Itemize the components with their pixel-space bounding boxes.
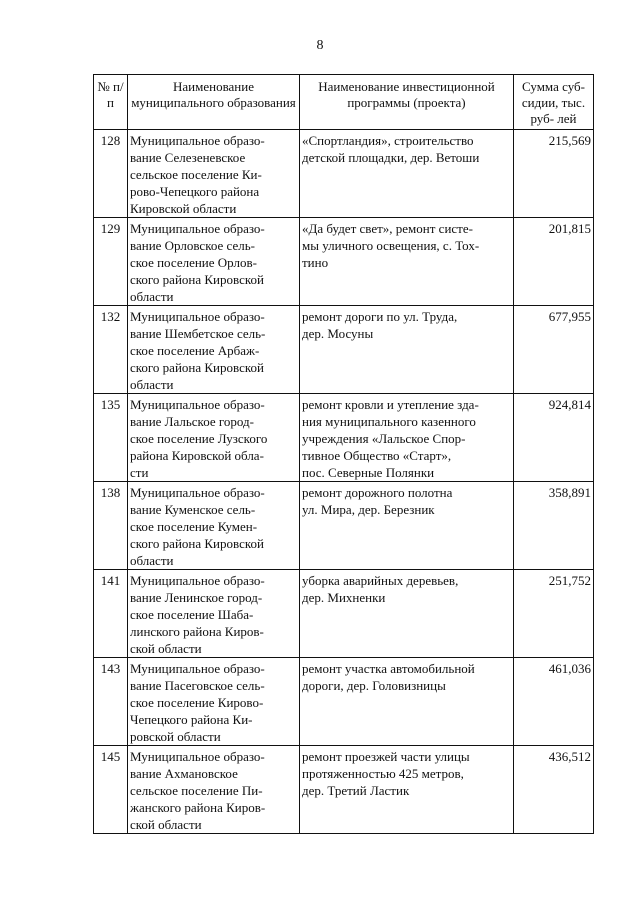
- row-num: 141: [94, 570, 128, 658]
- page-number: 8: [316, 38, 324, 53]
- row-num: 145: [94, 746, 128, 834]
- row-municipality: Муниципальное образо- вание Пасеговское сель- ское поселение Кирово- Чепецкого района Ки- ровской области: [128, 658, 300, 746]
- row-municipality: Муниципальное образо- вание Селезеневское сельское поселение Ки- рово-Чепецкого района Кировской области: [128, 130, 300, 218]
- row-sum: 251,752: [514, 570, 594, 658]
- header-num: № п/п: [94, 75, 128, 130]
- header-municipality: Наименование муниципального образования: [128, 75, 300, 130]
- row-sum: 461,036: [514, 658, 594, 746]
- table-row: [94, 218, 594, 306]
- row-municipality: Муниципальное образо- вание Орловское сель- ское поселение Орлов- ского района Кировской области: [128, 218, 300, 306]
- row-sum: 924,814: [514, 394, 594, 482]
- row-num: 132: [94, 306, 128, 394]
- table-row: [94, 746, 594, 834]
- row-municipality: Муниципальное образо- вание Шембетское сель- ское поселение Арбаж- ского района Кировской области: [128, 306, 300, 394]
- table-row: [94, 394, 594, 482]
- table-row: [94, 306, 594, 394]
- subsidy-table: [93, 74, 594, 834]
- row-sum: 358,891: [514, 482, 594, 570]
- row-program: уборка аварийных деревьев, дер. Михненки: [300, 570, 514, 658]
- row-municipality: Муниципальное образо- вание Лальское город- ское поселение Лузского района Кировской обла- сти: [128, 394, 300, 482]
- table-row: [94, 658, 594, 746]
- table-row: [94, 482, 594, 570]
- row-num: 129: [94, 218, 128, 306]
- row-municipality: Муниципальное образо- вание Куменское сель- ское поселение Кумен- ского района Кировской области: [128, 482, 300, 570]
- table-row: [94, 570, 594, 658]
- row-num: 128: [94, 130, 128, 218]
- table-row: [94, 130, 594, 218]
- row-municipality: Муниципальное образо- вание Ленинское город- ское поселение Шаба- линского района Киров- ской области: [128, 570, 300, 658]
- row-sum: 215,569: [514, 130, 594, 218]
- row-program: ремонт дорожного полотна ул. Мира, дер. Березник: [300, 482, 514, 570]
- row-sum: 201,815: [514, 218, 594, 306]
- header-program: Наименование инвестиционной программы (проекта): [300, 75, 514, 130]
- header-sum: Сумма суб- сидии, тыс. руб- лей: [514, 75, 594, 130]
- row-program: ремонт проезжей части улицы протяженностью 425 метров, дер. Третий Ластик: [300, 746, 514, 834]
- row-num: 138: [94, 482, 128, 570]
- table-header-row: [94, 75, 594, 130]
- row-program: «Да будет свет», ремонт систе- мы уличного освещения, с. Тох- тино: [300, 218, 514, 306]
- row-num: 143: [94, 658, 128, 746]
- row-program: «Спортландия», строительство детской площадки, дер. Ветоши: [300, 130, 514, 218]
- row-program: ремонт дороги по ул. Труда, дер. Мосуны: [300, 306, 514, 394]
- row-program: ремонт кровли и утепление зда- ния муниципального казенного учреждения «Лальское Спор- тивное Общество «Старт», пос. Северные Полянки: [300, 394, 514, 482]
- row-num: 135: [94, 394, 128, 482]
- row-municipality: Муниципальное образо- вание Ахмановское сельское поселение Пи- жанского района Киров- ской области: [128, 746, 300, 834]
- row-sum: 677,955: [514, 306, 594, 394]
- row-sum: 436,512: [514, 746, 594, 834]
- row-program: ремонт участка автомобильной дороги, дер. Головизницы: [300, 658, 514, 746]
